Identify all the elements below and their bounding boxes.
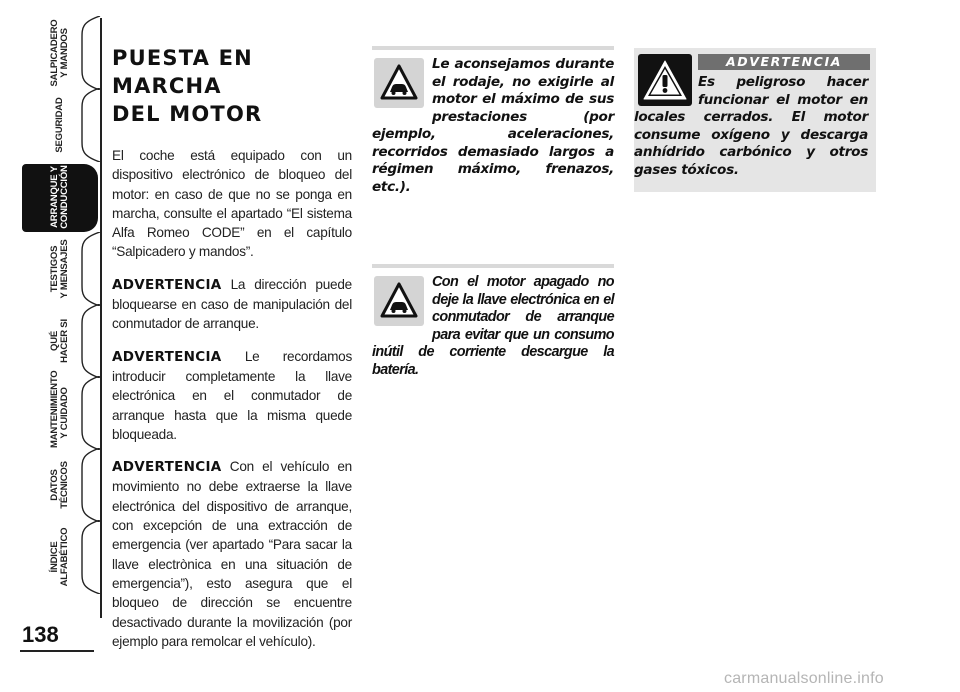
main-column [112,44,352,664]
page-number: 138 [22,622,59,647]
battery-note [372,264,614,379]
tab-curve [80,88,102,162]
tab-label: SEGURIDAD [54,97,65,153]
chapter-tabs [20,18,100,668]
warning-paragraph-3 [112,457,352,651]
tab-label: QUÉ HACER SI [49,319,70,363]
tab-que-hacer-si[interactable] [20,306,100,376]
note-rule [372,46,614,50]
tab-seguridad[interactable] [20,90,100,160]
tab-label: TESTIGOS Y MENSAJES [49,239,70,299]
tab-label: ARRANQUE Y CONDUCCIÓN [49,165,70,229]
car-warning-icon [374,276,424,326]
tab-curve [80,376,102,450]
note-text: Con el motor apagado no deje la llave electrónica en el conmutador de arranque para evitar que un consumo inútil de corriente descargue la batería. [372,274,614,378]
exclamation-triangle-icon [638,54,692,106]
warning-text: La dirección puede bloquearse en caso de manipulación del conmutador de arranque. [112,276,352,332]
tab-mantenimiento-y-cuidado[interactable] [20,370,100,448]
warning-label: ADVERTENCIA [698,54,870,70]
tab-indice-alfabetico[interactable] [20,522,100,592]
page-title [112,44,352,128]
title-line-2: DEL MOTOR [112,102,263,126]
tab-label: ÍNDICE ALFABÉTICO [49,527,70,587]
warning-paragraph-1 [112,275,352,334]
tab-label: DATOS TÉCNICOS [49,461,70,509]
note-rule [372,264,614,268]
tab-curve [80,16,102,90]
warning-label: ADVERTENCIA [112,348,222,365]
tab-curve [80,448,102,522]
tab-arranque-y-conduccion[interactable] [20,162,100,232]
tab-testigos-y-mensajes[interactable] [20,234,100,304]
tab-curve [80,520,102,594]
warning-paragraph-2 [112,347,352,444]
tab-datos-tecnicos[interactable] [20,450,100,520]
car-warning-icon [374,58,424,108]
warning-text: Con el vehículo en movimiento no debe extraerse la llave electrónica del dispositivo de arranque, con excepción de una extracción de emergencia (ver apartado “Para sacar la llave electrònica en una situación de emergencia”), esto asegura que el bloqueo de dirección se encuentre desactivado durante la movilización (por ejemplo para remolcar el vehículo). [112,459,352,649]
warning-box [634,48,876,192]
title-line-1: PUESTA EN MARCHA [112,46,253,98]
running-in-note [372,46,614,196]
tab-curve [80,232,102,306]
warning-label: ADVERTENCIA [112,459,222,476]
tab-curve [80,304,102,378]
warning-text: Le recordamos introducir completamente la llave electrónica en el conmutador de arranque hasta que la misma quede bloqueada. [112,348,353,442]
page-number-rule [20,650,94,652]
intro-paragraph: El coche está equipado con un dispositivo electrónico de bloqueo del motor: en caso de que no se ponga en marcha, consulte el apartado “El sistema Alfa Romeo CODE” en el capítulo “Salpicadero y mandos”. [112,148,352,260]
watermark: carmanualsonline.info [724,670,884,687]
tab-salpicadero-y-mandos[interactable] [20,18,100,88]
warning-text: Es peligroso hacer funcionar el motor en locales cerrados. El motor consume oxígeno y descarga anhídrido carbónico y otros gases tóxicos. [634,74,868,178]
warning-label: ADVERTENCIA [112,276,222,293]
tab-label: MANTENIMIENTO Y CUIDADO [49,370,70,448]
note-text: Le aconsejamos durante el rodaje, no exigirle al motor el máximo de sus prestaciones (por ejemplo, aceleraciones, recorridos demasiado largos a régimen máximo, frenazos, etc.). [372,56,614,195]
tab-label: SALPICADERO Y MANDOS [49,19,70,87]
